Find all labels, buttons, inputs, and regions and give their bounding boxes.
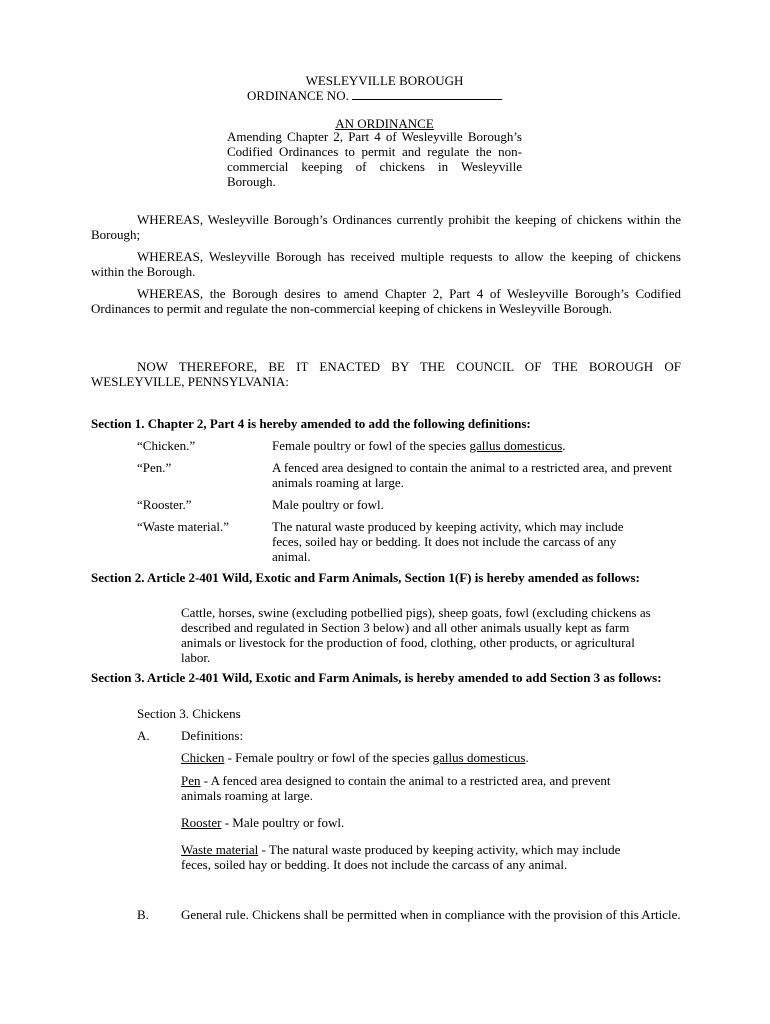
subsection-b-text: General rule. Chickens shall be permitted when in compliance with the provision of this Article. [181,907,681,922]
section-3-heading: Section 3. Article 2-401 Wild, Exotic and Farm Animals, is hereby amended to add Section 3 as follows: [91,670,662,685]
section-1-heading: Section 1. Chapter 2, Part 4 is hereby amended to add the following definitions: [91,416,531,431]
defined-term: Rooster [181,815,222,830]
subsection-a-title: Definitions: [181,728,244,743]
subsection-b-label: B. [137,907,149,922]
section-3-title: Section 3. Chickens [137,706,241,721]
ordinance-number-label: ORDINANCE NO. [247,88,349,103]
definition-text: - The natural waste produced by keeping activity, which may include feces, soiled hay or bedding. It does not include the carcass of any animal. [181,842,621,872]
definition-text: - Female poultry or fowl of the species [224,750,433,765]
definition-text: The natural waste produced by keeping activity, which may include feces, soiled hay or bedding. It does not include the carcass of any animal. [272,519,624,564]
definition-text: . [525,750,529,765]
defined-term: Pen [181,773,201,788]
subsection-a-label: A. [137,728,150,743]
whereas-clause-2: WHEREAS, Wesleyville Borough has received multiple requests to allow the keeping of chickens within the Borough. [91,249,681,279]
chicken-definition [181,750,661,765]
an-ordinance-title: AN ORDINANCE [335,116,434,131]
definition-text: - Male poultry or fowl. [221,815,345,830]
ordinance-number-blank [352,88,502,100]
definition-term: “Waste material.” [137,519,230,534]
ordinance-purpose: Amending Chapter 2, Part 4 of Wesleyville Borough’s Codified Ordinances to permit and regulate the non-commercial keeping of chickens in Wesleyville Borough. [227,129,522,189]
enacting-clause: NOW THEREFORE, BE IT ENACTED BY THE COUNCIL OF THE BOROUGH OF WESLEYVILLE, PENNSYLVANIA: [91,359,681,389]
species-name: gallus domesticus [469,438,563,453]
definition-term: “Rooster.” [137,497,192,512]
definition-text-part: Female poultry or fowl of the species [272,438,470,453]
borough-title: WESLEYVILLE BOROUGH [305,73,464,88]
definition-text [272,438,672,453]
definition-term: “Chicken.” [137,438,196,453]
defined-term: Chicken [181,750,225,765]
ordinance-number-line [247,88,537,103]
species-name: gallus domesticus [432,750,526,765]
defined-term: Waste material [181,842,259,857]
whereas-clause-3: WHEREAS, the Borough desires to amend Chapter 2, Part 4 of Wesleyville Borough’s Codified Ordinances to permit and regulate the non-commercial keeping of chickens in Wesleyville Borough. [91,286,681,316]
definition-text-part: . [562,438,566,453]
definition-text: A fenced area designed to contain the animal to a restricted area, and prevent animals roaming at large. [272,460,672,490]
section-2-body: Cattle, horses, swine (excluding potbellied pigs), sheep goats, fowl (excluding chickens as described and regulated in Section 3 below) and all other animals usually kept as farm animals or livestock for the production of food, clothing, other products, or agricultural labor. [181,605,651,665]
rooster-definition [181,815,661,830]
section-2-heading: Section 2. Article 2-401 Wild, Exotic and Farm Animals, Section 1(F) is hereby amended as follows: [91,570,640,585]
waste-material-definition [181,842,651,872]
pen-definition [181,773,641,803]
definition-text: - A fenced area designed to contain the animal to a restricted area, and prevent animals roaming at large. [181,773,611,803]
definition-text: Male poultry or fowl. [272,497,384,512]
definition-term: “Pen.” [137,460,172,475]
whereas-clause-1: WHEREAS, Wesleyville Borough’s Ordinances currently prohibit the keeping of chickens within the Borough; [91,212,681,242]
